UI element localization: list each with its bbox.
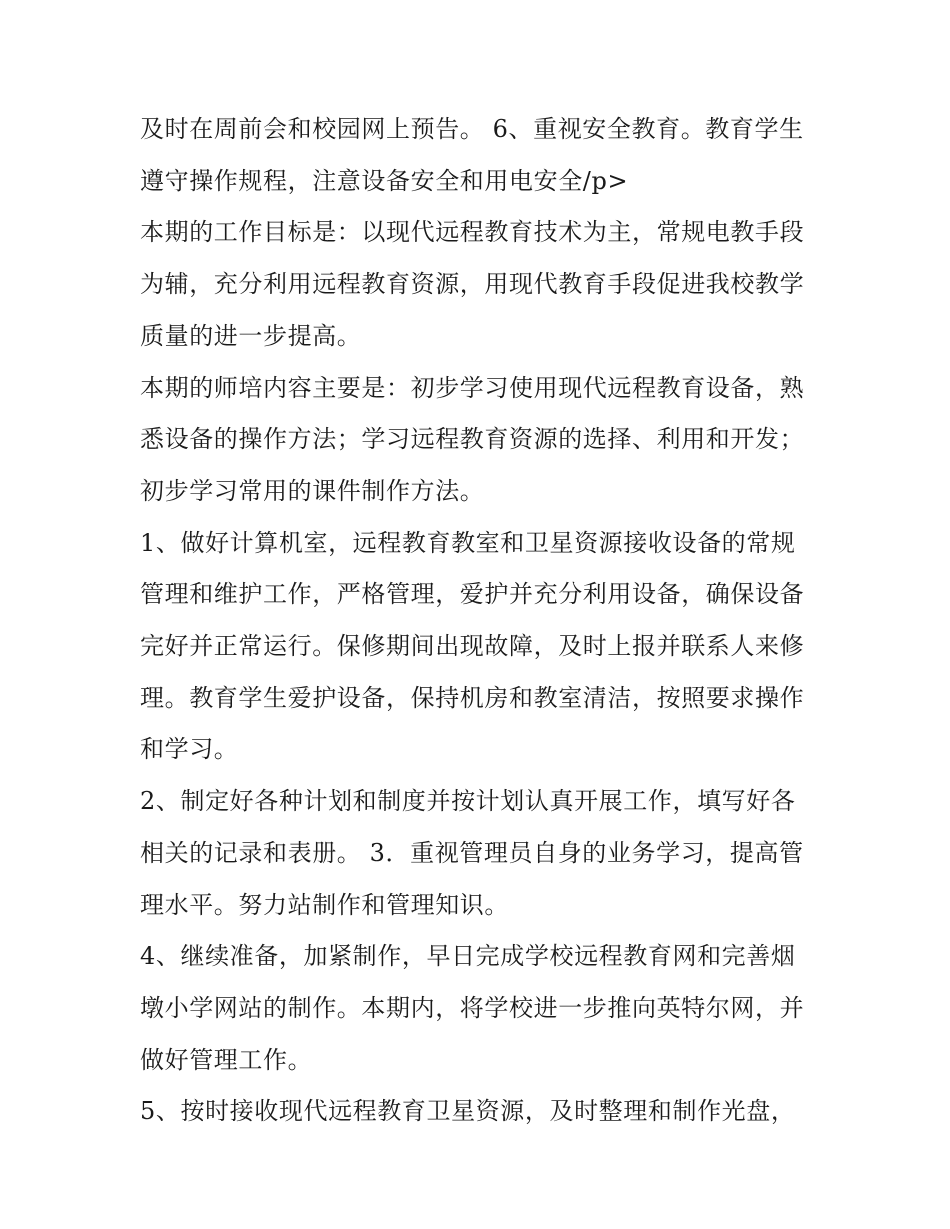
paragraph-work-goals: 本期的工作目标是：以现代远程教育技术为主，常规电教手段为辅，充分利用远程教育资源，用现代教育手段促进我校教学质量的进一步提高。 (140, 218, 805, 350)
paragraph-item-5: 5、按时接收现代远程教育卫星资源，及时整理和制作光盘， (140, 1097, 796, 1126)
paragraph-item-1: 1、做好计算机室，远程教育教室和卫星资源接收设备的常规管理和维护工作，严格管理，爱护并充分利用设备，确保设备完好并正常运行。保修期间出现故障，及时上报并联系人来修理。教育学生爱护设备，保持机房和教室清洁，按照要求操作和学习。 (140, 528, 805, 764)
paragraph-item-2-3: 2、制定好各种计划和制度并按计划认真开展工作，填写好各相关的记录和表册。 3．重视管理员自身的业务学习，提高管理水平。努力站制作和管理知识。 (140, 787, 804, 919)
document-body (140, 104, 820, 1138)
paragraph-safety-education: 及时在周前会和校园网上预告。 6、重视安全教育。教育学生遵守操作规程，注意设备安全和用电安全/p> (140, 115, 804, 195)
paragraph-item-4: 4、继续准备，加紧制作，早日完成学校远程教育网和完善烟墩小学网站的制作。本期内，将学校进一步推向英特尔网，并做好管理工作。 (140, 942, 805, 1074)
paragraph-teacher-training: 本期的师培内容主要是：初步学习使用现代远程教育设备，熟悉设备的操作方法；学习远程教育资源的选择、利用和开发；初步学习常用的课件制作方法。 (140, 373, 805, 505)
